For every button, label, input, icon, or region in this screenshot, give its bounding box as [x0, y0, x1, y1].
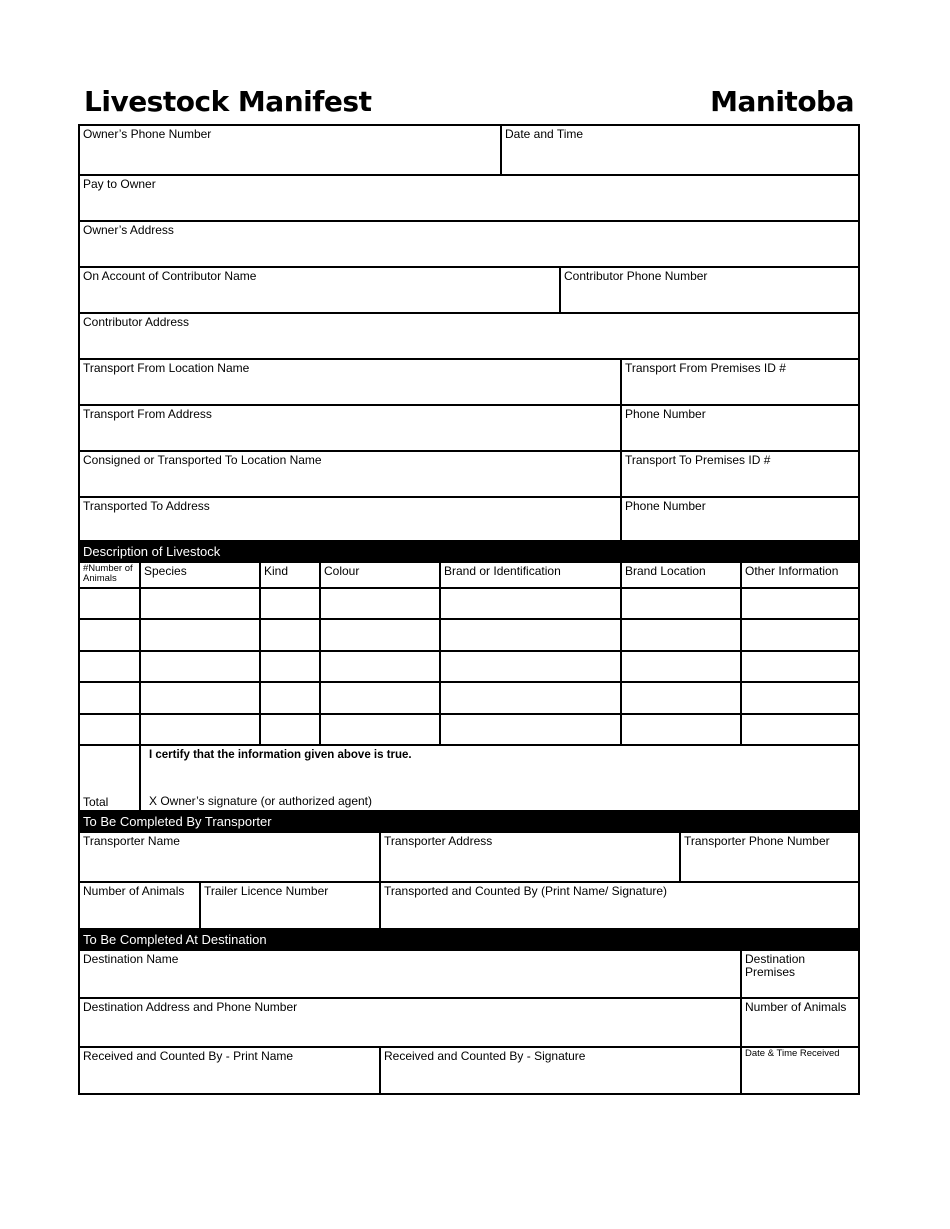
destination-name-field[interactable]: Destination Name [80, 951, 742, 999]
from-phone-field[interactable]: Phone Number [622, 406, 858, 452]
trailer-licence-field[interactable]: Trailer Licence Number [201, 883, 381, 930]
livestock-cell-species[interactable] [141, 620, 261, 651]
livestock-header: Description of Livestock [80, 542, 858, 563]
livestock-cell-species[interactable] [141, 589, 261, 620]
transporter-phone-field[interactable]: Transporter Phone Number [681, 833, 858, 883]
date-time-received-field[interactable]: Date & Time Received [745, 1048, 840, 1059]
owner-signature-field[interactable]: X Owner’s signature (or authorized agent) [149, 794, 373, 808]
livestock-cell-species[interactable] [141, 652, 261, 683]
livestock-cell-colour[interactable] [321, 683, 441, 714]
livestock-cell-number-of-animals[interactable] [80, 652, 141, 683]
livestock-cell-brand-identification[interactable] [441, 683, 622, 714]
contributor-address-field[interactable]: Contributor Address [80, 314, 858, 360]
livestock-cell-other-information[interactable] [742, 589, 858, 620]
livestock-cell-number-of-animals[interactable] [80, 620, 141, 651]
destination-num-animals-field[interactable]: Number of Animals [742, 999, 858, 1048]
livestock-cell-number-of-animals[interactable] [80, 589, 141, 620]
livestock-cell-kind[interactable] [261, 589, 321, 620]
livestock-cell-number-of-animals[interactable] [80, 715, 141, 746]
transporter-num-animals-field[interactable]: Number of Animals [80, 883, 201, 930]
livestock-cell-species[interactable] [141, 715, 261, 746]
from-premises-field[interactable]: Transport From Premises ID # [622, 360, 858, 406]
transporter-name-field[interactable]: Transporter Name [80, 833, 381, 883]
on-account-field[interactable]: On Account of Contributor Name [80, 268, 561, 314]
pay-to-owner-field[interactable]: Pay to Owner [80, 176, 858, 222]
to-address-field[interactable]: Transported To Address [80, 498, 622, 542]
transported-counted-by-field[interactable]: Transported and Counted By (Print Name/ Signature) [381, 883, 858, 930]
destination-address-field[interactable]: Destination Address and Phone Number [80, 999, 742, 1048]
total-field[interactable]: Total [80, 746, 141, 812]
from-address-field[interactable]: Transport From Address [80, 406, 622, 452]
livestock-cell-other-information[interactable] [742, 620, 858, 651]
livestock-cell-colour[interactable] [321, 715, 441, 746]
livestock-cell-brand-identification[interactable] [441, 715, 622, 746]
destination-header: To Be Completed At Destination [80, 930, 858, 951]
destination-premises-field[interactable]: Destination Premises [742, 951, 858, 999]
column-header-colour: Colour [321, 563, 441, 589]
received-signature-field[interactable]: Received and Counted By - Signature [381, 1048, 742, 1093]
date-time-field[interactable]: Date and Time [502, 126, 858, 176]
province-title: Manitoba [710, 85, 854, 118]
certify-statement: I certify that the information given above is true. [149, 749, 412, 761]
owner-address-field[interactable]: Owner’s Address [80, 222, 858, 268]
livestock-cell-brand-location[interactable] [622, 715, 742, 746]
form-title: Livestock Manifest [84, 85, 372, 118]
livestock-cell-kind[interactable] [261, 715, 321, 746]
livestock-cell-brand-identification[interactable] [441, 589, 622, 620]
livestock-cell-species[interactable] [141, 683, 261, 714]
livestock-cell-colour[interactable] [321, 589, 441, 620]
livestock-cell-kind[interactable] [261, 652, 321, 683]
column-header-number-of-animals: #Number of Animals [80, 563, 141, 589]
livestock-cell-brand-location[interactable] [622, 620, 742, 651]
to-premises-field[interactable]: Transport To Premises ID # [622, 452, 858, 498]
transporter-address-field[interactable]: Transporter Address [381, 833, 681, 883]
livestock-cell-kind[interactable] [261, 683, 321, 714]
certification-box [141, 746, 858, 812]
livestock-cell-colour[interactable] [321, 652, 441, 683]
transporter-header: To Be Completed By Transporter [80, 812, 858, 833]
livestock-cell-brand-identification[interactable] [441, 652, 622, 683]
livestock-cell-brand-identification[interactable] [441, 620, 622, 651]
column-header-species: Species [141, 563, 261, 589]
contributor-phone-field[interactable]: Contributor Phone Number [561, 268, 858, 314]
livestock-cell-other-information[interactable] [742, 683, 858, 714]
to-phone-field[interactable]: Phone Number [622, 498, 858, 542]
livestock-cell-other-information[interactable] [742, 715, 858, 746]
livestock-cell-colour[interactable] [321, 620, 441, 651]
livestock-cell-brand-location[interactable] [622, 652, 742, 683]
from-location-field[interactable]: Transport From Location Name [80, 360, 622, 406]
livestock-cell-number-of-animals[interactable] [80, 683, 141, 714]
column-header-kind: Kind [261, 563, 321, 589]
livestock-cell-other-information[interactable] [742, 652, 858, 683]
owner-phone-field[interactable]: Owner’s Phone Number [80, 126, 502, 176]
column-header-other-information: Other Information [742, 563, 858, 589]
column-header-brand-location: Brand Location [622, 563, 742, 589]
livestock-cell-brand-location[interactable] [622, 683, 742, 714]
livestock-cell-kind[interactable] [261, 620, 321, 651]
received-print-name-field[interactable]: Received and Counted By - Print Name [80, 1048, 381, 1093]
column-header-brand-identification: Brand or Identification [441, 563, 622, 589]
manifest-form [78, 124, 860, 1095]
to-location-field[interactable]: Consigned or Transported To Location Name [80, 452, 622, 498]
livestock-cell-brand-location[interactable] [622, 589, 742, 620]
